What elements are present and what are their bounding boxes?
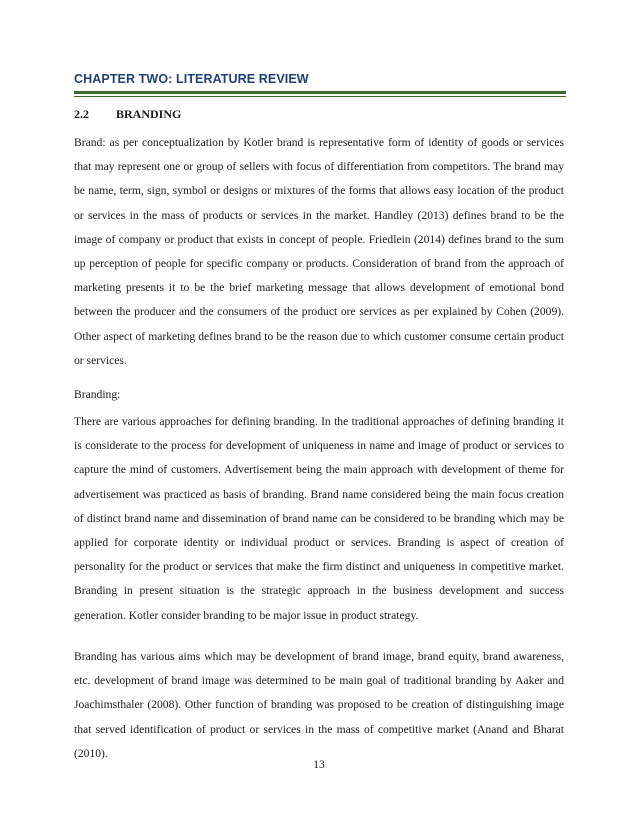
paragraph-branding-approaches: There are various approaches for defining branding. In the traditional approaches of defining branding it is considerate to the process for development of uniqueness in name and image of product or services to capture the mind of customers. Advertisement being the main approach with development of theme for advertisement was practiced as basis of branding. Brand name considered being the main focus creation of distinct brand name and dissemination of brand name can be considered to be branding which may be applied for corporate identity or individual product or services. Branding is aspect of creation of personality for the product or services that make the firm distinct and uniqueness in competitive market. Branding in present situation is the strategic approach in the business development and success generation. Kotler consider branding to be major issue in product strategy. — [74, 415, 564, 622]
chapter-header: CHAPTER TWO: LITERATURE REVIEW — [74, 72, 309, 86]
paragraph-brand-definition: Brand: as per conceptualization by Kotler brand is representative form of identity of goods or services that may represent one or group of sellers with focus of differentiation from competitors. The brand may be name, term, sign, symbol or designs or mixtures of the forms that allows easy location of the product or services in the mass of products or services in the market. Handley (2013) defines brand to be the image of company or product that exists in concept of people. Friedlein (2014) defines brand to the sum up perception of people for specific company or products. Consideration of brand from the approach of marketing presents it to be the brief marketing message that allows development of emotional bond between the producer and the consumers of the product ore services as per explained by Cohen (2009). Other aspect of marketing defines brand to be the reason due to which customer consume certain product or services. — [74, 136, 564, 367]
paragraph-branding-aims: Branding has various aims which may be development of brand image, brand equity, brand awareness, etc. development of brand image was determined to be main goal of traditional branding by Aaker and Joachimsthaler (2008). Other function of branding was proposed to be creation of distinguishing image that served identification of product or services in the mass of competitive market (Anand and Bharat (2010). — [74, 650, 564, 760]
section-heading — [74, 107, 181, 122]
paragraph-branding-label: Branding: — [74, 388, 121, 401]
section-number: 2.2 — [74, 107, 89, 121]
section-title: BRANDING — [116, 107, 182, 121]
header-rule-thick — [74, 91, 566, 94]
header-rule-thin — [74, 96, 566, 97]
page-number: 13 — [313, 759, 325, 771]
